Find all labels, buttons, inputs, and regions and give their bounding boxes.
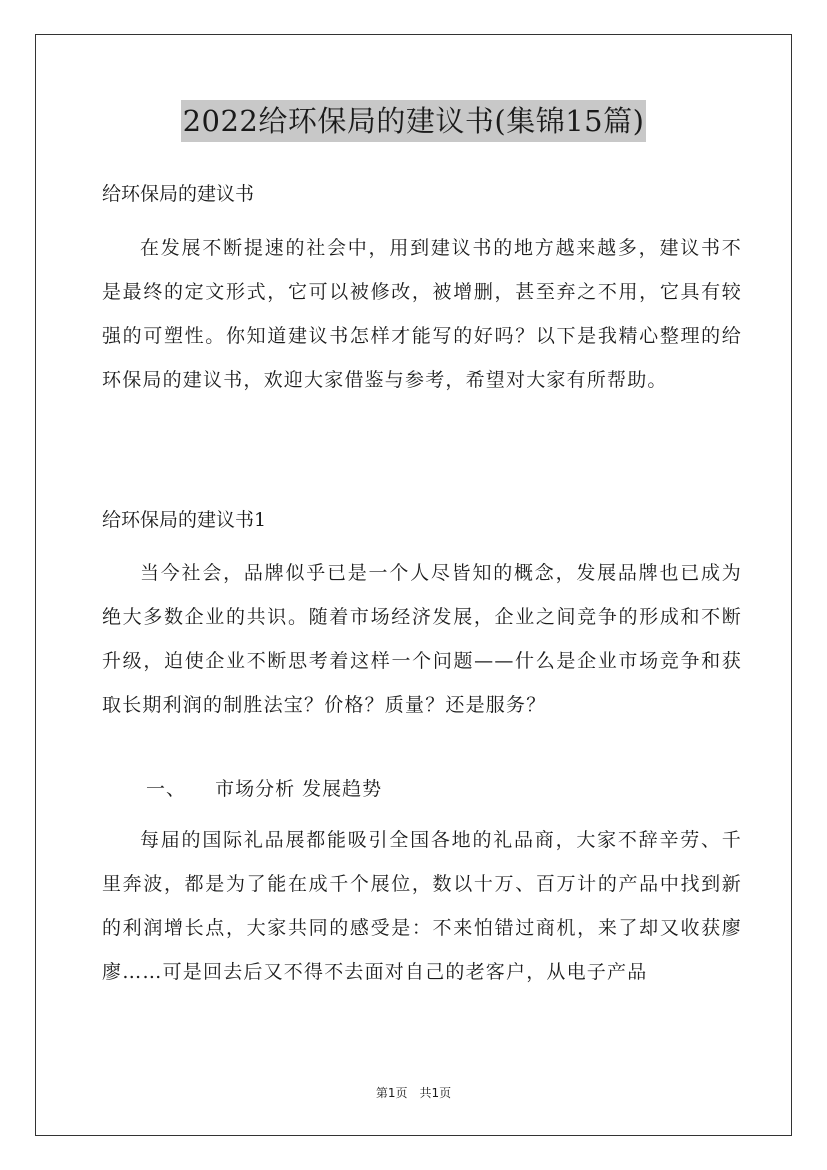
- subheading: [102, 775, 786, 803]
- page-footer: [0, 1084, 827, 1101]
- intro-paragraph: 在发展不断提速的社会中，用到建议书的地方越来越多，建议书不是最终的定文形式，它可以被修改，被增删，甚至弃之不用，它具有较强的可塑性。你知道建议书怎样才能写的好吗？以下是我精心整理的给环保局的建议书，欢迎大家借鉴与参考，希望对大家有所帮助。: [102, 237, 742, 391]
- document-title: 2022给环保局的建议书(集锦15篇): [181, 100, 647, 142]
- subheading-number: 一、: [146, 778, 187, 800]
- section-heading: 给环保局的建议书: [102, 183, 255, 205]
- title-wrap: [0, 100, 827, 142]
- page-total: 共1页: [419, 1086, 452, 1100]
- page-number: 第1页: [375, 1086, 408, 1100]
- paragraph-2: 每届的国际礼品展都能吸引全国各地的礼品商，大家不辞辛劳、千里奔波，都是为了能在成千个展位，数以十万、百万计的产品中找到新的利润增长点，大家共同的感受是：不来怕错过商机，来了却又收获廖廖……可是回去后又不得不去面对自己的老客户，从电子产品: [102, 829, 742, 983]
- subheading-text: 市场分析 发展趋势: [215, 778, 383, 800]
- paragraph-1: 当今社会，品牌似乎已是一个人尽皆知的概念，发展品牌也已成为绝大多数企业的共识。随着市场经济发展，企业之间竞争的形成和不断升级，迫使企业不断思考着这样一个问题——什么是企业市场竞争和获取长期利润的制胜法宝？价格？质量？还是服务？: [102, 562, 742, 716]
- entry-heading: 给环保局的建议书1: [102, 509, 267, 531]
